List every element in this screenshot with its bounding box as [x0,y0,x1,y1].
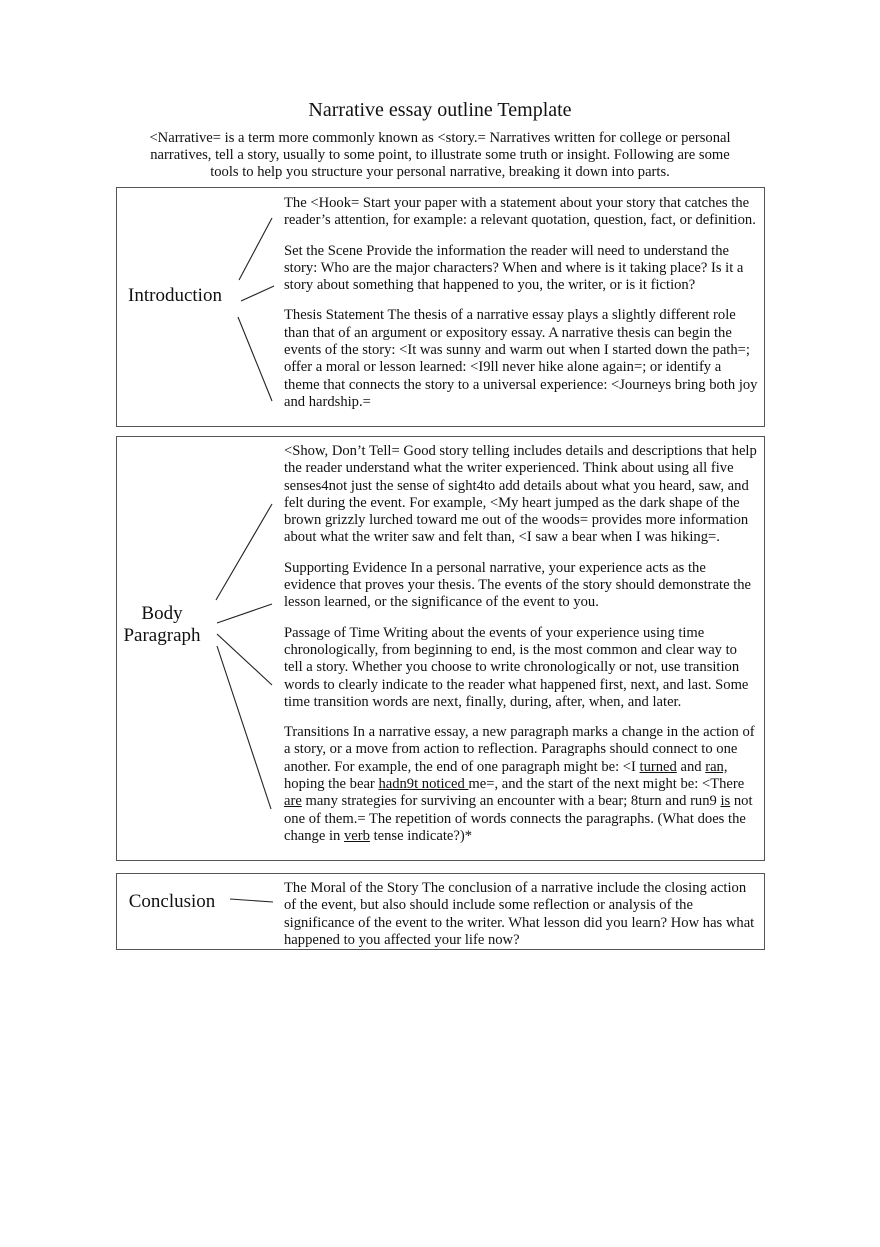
conclusion-entries [284,880,758,949]
connector-line [217,634,272,685]
connector-line [239,218,272,280]
connector-line [217,604,272,623]
body-entry-transitions [284,724,758,845]
introduction-entries [284,195,758,411]
transitions-text: hoping the bear [284,776,379,793]
transitions-text: not one of them.= The repetition of words connects the paragraphs. (What does the change in [284,793,753,844]
document-intro: <Narrative= is a term more commonly known as <story.= Narratives written for college or personal narratives, tell a story, usually to some point, to illustrate some truth or insight. Following are some tools to help you structure your personal narrative, breaking it down into parts. [149,130,731,180]
connector-line [217,646,271,809]
transitions-text: many strategies for surviving an encounter with a bear; 8turn and run9 [301,793,721,810]
body-entries [284,443,758,845]
introduction-section [116,187,765,427]
underlined-word: ran, [705,758,728,775]
body-entry-supporting-evidence: Supporting Evidence In a personal narrative, your experience acts as the evidence that proves your thesis. The events of the story should demonstrate the lesson learned, or the significance of the event to you. [284,559,752,611]
connector-line [238,317,272,401]
underlined-word: hadn9t noticed [378,776,469,793]
conclusion-entry-moral: The Moral of the Story The conclusion of a narrative include the closing action of the event, but also should include some reflection or analysis of the significance of the event to the writer. What lesson did you learn? How has what happened to you affected your life now? [284,880,755,948]
body-section [116,436,765,861]
underlined-word: is [720,793,731,810]
introduction-entry-thesis: Thesis Statement The thesis of a narrative essay plays a slightly different role than that of an argument or expository essay. A narrative thesis can begin the events of the story: <It was sunny and warm out when I started down the path=; offer a moral or lesson learned: <I9ll never hike alone again=; or identify a theme that connects the story to a universal experience: <Journeys bring both joy and hardship.= [284,307,758,410]
transitions-text: me=, and the start of the next might be: <There [468,776,745,793]
connector-line [241,286,274,301]
connector-line [216,504,272,600]
conclusion-label: Conclusion [128,891,216,912]
body-label-line2: Paragraph [123,625,201,646]
introduction-entry-hook: The <Hook= Start your paper with a statement about your story that catches the reader’s attention, for example: a relevant quotation, question, fact, or definition. [284,195,756,229]
body-entry-passage-of-time: Passage of Time Writing about the events of your experience using time chronologically, from beginning to end, is the most common and clear way to tell a story. Whether you choose to write chronologically or not, use transition words to clearly indicate to the reader what happened first, next, and last. Some time transition words are next, finally, during, after, when, and later. [284,624,749,710]
underlined-word: turned [639,758,677,775]
introduction-label: Introduction [128,285,222,306]
underlined-word: are [284,793,302,810]
document-title: Narrative essay outline Template [308,99,572,121]
transitions-text: Transitions In a narrative essay, a new paragraph marks a change in the action of a story, or a move from action to reflection. Paragraphs should connect to one another. For example, the end of one paragraph might be: <I [284,724,755,775]
underlined-word: verb [343,827,370,844]
transitions-text: tense indicate?)* [369,827,473,844]
conclusion-section [116,873,765,950]
transitions-text: and [676,758,706,775]
body-entry-show-dont-tell: <Show, Don’t Tell= Good story telling includes details and descriptions that help the reader understand what the writer experienced. Think about using all five senses4not just the sense of sight4to add details about what you heard, saw, and felt during the event. For example, <My heart jumped as the dark shape of the brown grizzly lurched toward me out of the woods= provides more information about what the writer saw and felt than, <I saw a bear when I was hiking=. [284,443,757,546]
body-label-line1: Body [141,603,183,624]
connector-line [230,899,273,902]
introduction-entry-scene: Set the Scene Provide the information the reader will need to understand the story: Who are the major characters? When and where is it taking place? Is it a story about something that happened to you, the writer, or is it fiction? [284,242,744,294]
